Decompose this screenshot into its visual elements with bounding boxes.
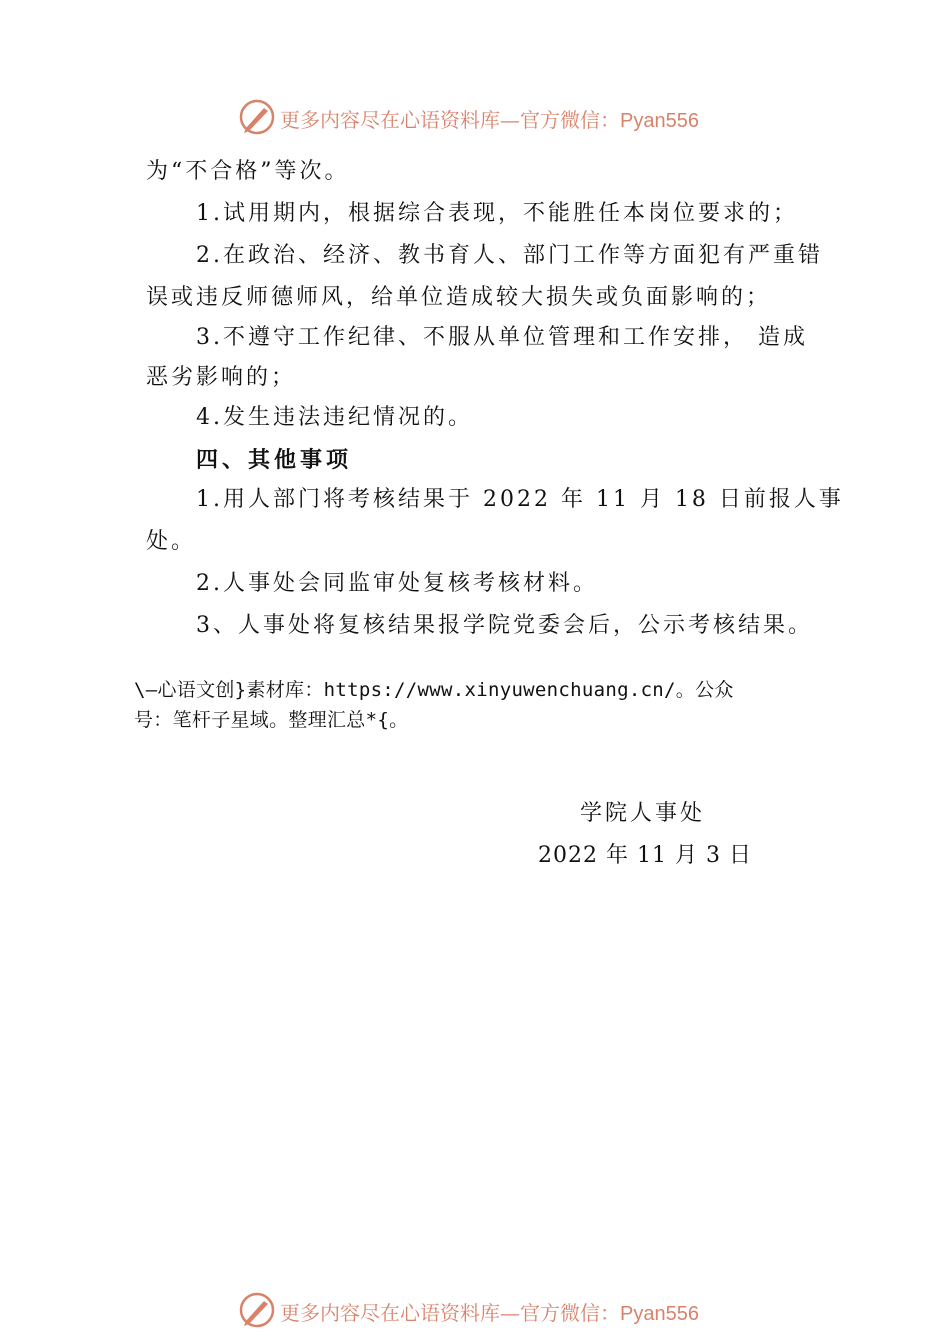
list-item-2-line1: 2.在政治、经济、教书育人、部门工作等方面犯有严重错 (196, 243, 823, 268)
watermark-wechat-id: Pyan556 (620, 110, 699, 132)
section4-item-1-line2: 处。 (146, 529, 197, 554)
list-item-1: 1.试用期内，根据综合表现，不能胜任本岗位要求的； (196, 201, 798, 226)
section-heading-other-matters: 四、其他事项 (196, 447, 353, 473)
watermark-wechat-id: Pyan556 (620, 1303, 699, 1325)
section4-item-2: 2.人事处会同监审处复核考核材料。 (196, 571, 598, 596)
watermark-slogan: 更多内容尽在心语资料库—官方微信： (280, 108, 620, 132)
signature-org: 学院人事处 (580, 801, 706, 826)
pen-logo-icon (238, 98, 276, 136)
promo-line-2: 号：笔杆子星域。整理汇总*{。 (134, 709, 409, 731)
signature-date: 2022 年 11 月 3 日 (538, 843, 752, 868)
watermark-banner-top (0, 96, 950, 140)
body-line-fail-grade: 为“不合格”等次。 (146, 159, 350, 184)
list-item-2-line2: 误或违反师德师风，给单位造成较大损失或负面影响的； (146, 285, 772, 310)
watermark-slogan: 更多内容尽在心语资料库—官方微信： (280, 1301, 620, 1325)
section4-item-1-line1: 1.用人部门将考核结果于 2022 年 11 月 18 日前报人事 (196, 487, 844, 512)
pen-logo-icon (238, 1291, 276, 1329)
list-item-3-line1: 3.不遵守工作纪律、不服从单位管理和工作安排， 造成 (196, 325, 808, 350)
watermark-text (280, 104, 699, 133)
section4-item-3: 3、人事处将复核结果报学院党委会后，公示考核结果。 (196, 613, 813, 638)
watermark-banner-bottom (0, 1289, 950, 1333)
promo-line-1: \—心语文创}素材库：https://www.xinyuwenchuang.cn/。公众 (134, 679, 734, 701)
watermark-text (280, 1297, 699, 1326)
list-item-4: 4.发生违法违纪情况的。 (196, 405, 473, 430)
list-item-3-line2: 恶劣影响的； (146, 365, 297, 390)
